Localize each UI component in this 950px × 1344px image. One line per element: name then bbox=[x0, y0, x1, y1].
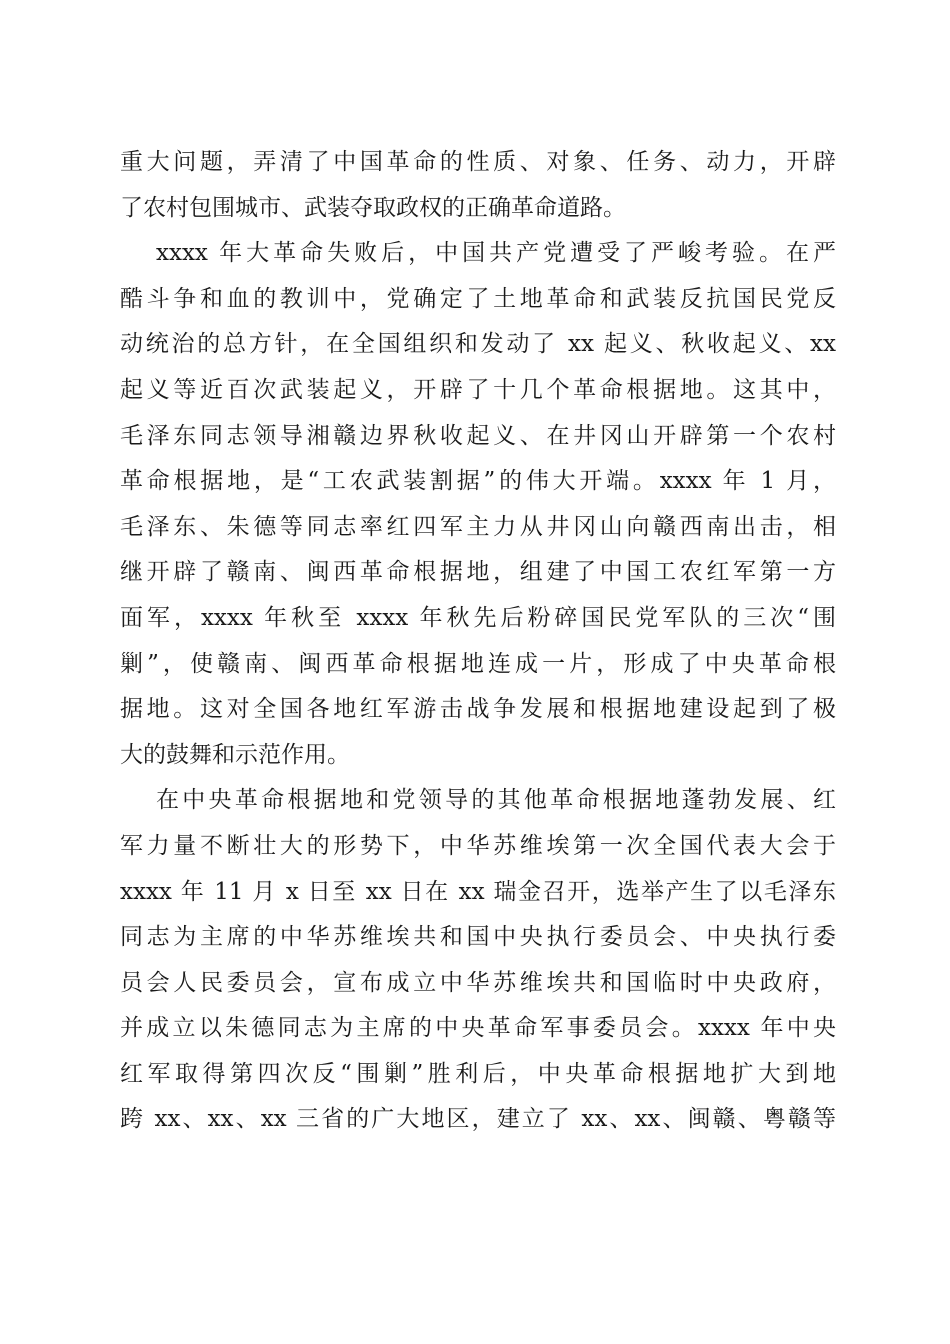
text-line: 动统治的总方针，在全国组织和发动了 xx 起义、秋收起义、xx bbox=[120, 331, 836, 358]
text-line: 重大问题，弄清了中国革命的性质、对象、任务、动力，开辟 bbox=[120, 149, 836, 175]
text-line: 据地。这对全国各地红军游击战争发展和根据地建设起到了极 bbox=[120, 696, 836, 723]
body-text bbox=[120, 140, 836, 1143]
text-line: 军力量不断壮大的形势下，中华苏维埃第一次全国代表大会于 bbox=[120, 832, 836, 859]
text-line: 毛泽东同志领导湘赣边界秋收起义、在井冈山开辟第一个农村 bbox=[120, 422, 836, 449]
text-line: 并成立以朱德同志为主席的中央革命军事委员会。xxxx 年中央 bbox=[120, 1015, 836, 1042]
text-line: 革命根据地，是“工农武装割据”的伟大开端。xxxx 年 1 月， bbox=[120, 468, 836, 495]
text-line: xxxx 年 11 月 x 日至 xx 日在 xx 瑞金召开，选举产生了以毛泽东 bbox=[120, 878, 836, 905]
text-line: 跨 xx、xx、xx 三省的广大地区，建立了 xx、xx、闽赣、粤赣等 bbox=[120, 1106, 836, 1133]
paragraph-first-line: 在中央革命根据地和党领导的其他革命根据地蓬勃发展、红 bbox=[156, 787, 836, 814]
text-line: 起义等近百次武装起义，开辟了十几个革命根据地。这其中， bbox=[120, 376, 836, 403]
text-line: 红军取得第四次反“围剿”胜利后，中央革命根据地扩大到地 bbox=[120, 1060, 836, 1087]
text-line: 毛泽东、朱德等同志率红四军主力从井冈山向赣西南出击，相 bbox=[120, 513, 836, 540]
text-line: 员会人民委员会，宣布成立中华苏维埃共和国临时中央政府， bbox=[120, 969, 836, 996]
text-line: 了农村包围城市、武装夺取政权的正确革命道路。 bbox=[120, 194, 626, 221]
text-line: 大的鼓舞和示范作用。 bbox=[120, 741, 350, 768]
text-line: 剿”，使赣南、闽西革命根据地连成一片，形成了中央革命根 bbox=[120, 650, 836, 677]
text-line: 同志为主席的中华苏维埃共和国中央执行委员会、中央执行委 bbox=[120, 924, 836, 951]
text-line: 酷斗争和血的教训中，党确定了土地革命和武装反抗国民党反 bbox=[120, 285, 836, 312]
text-line: 继开辟了赣南、闽西革命根据地，组建了中国工农红军第一方 bbox=[120, 559, 836, 586]
text-line: 面军，xxxx 年秋至 xxxx 年秋先后粉碎国民党军队的三次“围 bbox=[120, 604, 836, 631]
paragraph-first-line: xxxx 年大革命失败后，中国共产党遭受了严峻考验。在严 bbox=[156, 240, 836, 267]
